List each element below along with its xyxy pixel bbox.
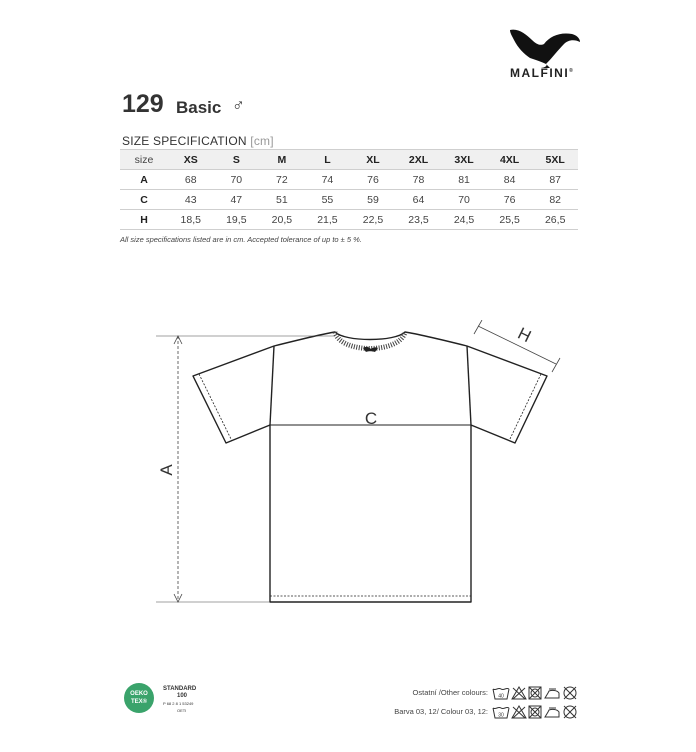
table-cell: 55: [305, 190, 351, 210]
table-row: [120, 190, 578, 210]
no-tumble-dry-icon: [529, 687, 541, 699]
no-dry-clean-icon: [564, 687, 576, 699]
table-header-cell: S: [214, 150, 260, 170]
table-row: [120, 210, 578, 230]
table-cell: 74: [305, 170, 351, 190]
care-icons-row-1: [492, 686, 586, 700]
table-header-cell: L: [305, 150, 351, 170]
table-cell: 82: [532, 190, 578, 210]
spec-title: SIZE SPECIFICATION [cm]: [122, 134, 274, 148]
table-cell: 78: [396, 170, 442, 190]
size-table: [120, 149, 578, 230]
table-cell: 64: [396, 190, 442, 210]
no-dry-clean-icon: [564, 706, 576, 718]
no-tumble-dry-icon: [529, 706, 541, 718]
male-symbol-icon: ♂: [232, 96, 245, 115]
table-cell: 84: [487, 170, 533, 190]
oeko-tex-badge: [124, 683, 154, 713]
iron-icon: [545, 708, 559, 717]
table-header-cell: 3XL: [441, 150, 487, 170]
oeko-code: P 68 2 8 1 53249: [163, 701, 194, 706]
table-header-cell: 4XL: [487, 150, 533, 170]
tshirt-collar: [335, 332, 405, 349]
tshirt-outline: [193, 332, 547, 602]
svg-text:30: 30: [498, 712, 504, 719]
oeko-line2: TEX®: [130, 699, 148, 705]
table-cell: 21,5: [305, 210, 351, 230]
table-header-cell: M: [259, 150, 305, 170]
table-cell: 47: [214, 190, 260, 210]
table-header-cell: size: [120, 150, 168, 170]
bird-logo-icon: [506, 24, 582, 70]
svg-text:40: 40: [498, 693, 504, 700]
iron-icon: [545, 689, 559, 698]
care-label-other-colours: Ostatní /Other colours:: [412, 688, 488, 697]
table-cell: 19,5: [214, 210, 260, 230]
oeko-standard: STANDARD: [163, 686, 197, 692]
table-header-cell: 5XL: [532, 150, 578, 170]
table-cell: 22,5: [350, 210, 396, 230]
care-icons-row-2: [492, 705, 586, 719]
table-header-cell: XL: [350, 150, 396, 170]
table-cell: 68: [168, 170, 214, 190]
product-number: 129: [122, 90, 164, 118]
oeko-tex-info: [163, 686, 196, 714]
product-name: Basic: [176, 98, 222, 117]
table-cell: 70: [441, 190, 487, 210]
table-cell: 70: [214, 170, 260, 190]
care-label-colour-0312: Barva 03, 12/ Colour 03, 12:: [394, 707, 488, 716]
table-cell: 18,5: [168, 210, 214, 230]
table-cell: 20,5: [259, 210, 305, 230]
table-cell: 51: [259, 190, 305, 210]
oeko-institute: OETI: [177, 708, 187, 713]
no-bleach-icon: [512, 687, 526, 699]
table-header-row: [120, 150, 578, 170]
table-cell: 24,5: [441, 210, 487, 230]
table-row: [120, 170, 578, 190]
table-cell: 23,5: [396, 210, 442, 230]
table-header-cell: XS: [168, 150, 214, 170]
row-label: A: [120, 170, 168, 190]
table-cell: 72: [259, 170, 305, 190]
dimension-c-label: C: [364, 409, 378, 428]
no-bleach-icon: [512, 706, 526, 718]
table-cell: 43: [168, 190, 214, 210]
table-cell: 76: [350, 170, 396, 190]
table-header-cell: 2XL: [396, 150, 442, 170]
oeko-standard-num: 100: [177, 693, 188, 699]
oeko-line1: OEKO: [130, 691, 148, 697]
row-label: C: [120, 190, 168, 210]
table-cell: 26,5: [532, 210, 578, 230]
spec-unit: [cm]: [250, 134, 274, 148]
dimension-h-label: H: [514, 323, 535, 347]
brand-logo-text: MALFINI®: [510, 66, 575, 80]
table-cell: 87: [532, 170, 578, 190]
table-cell: 81: [441, 170, 487, 190]
row-label: H: [120, 210, 168, 230]
table-cell: 59: [350, 190, 396, 210]
tolerance-note: All size specifications listed are in cm. Accepted tolerance of up to ± 5 %.: [120, 235, 362, 244]
tshirt-diagram: [150, 320, 570, 620]
dimension-a-label: A: [157, 464, 176, 476]
table-cell: 76: [487, 190, 533, 210]
table-cell: 25,5: [487, 210, 533, 230]
